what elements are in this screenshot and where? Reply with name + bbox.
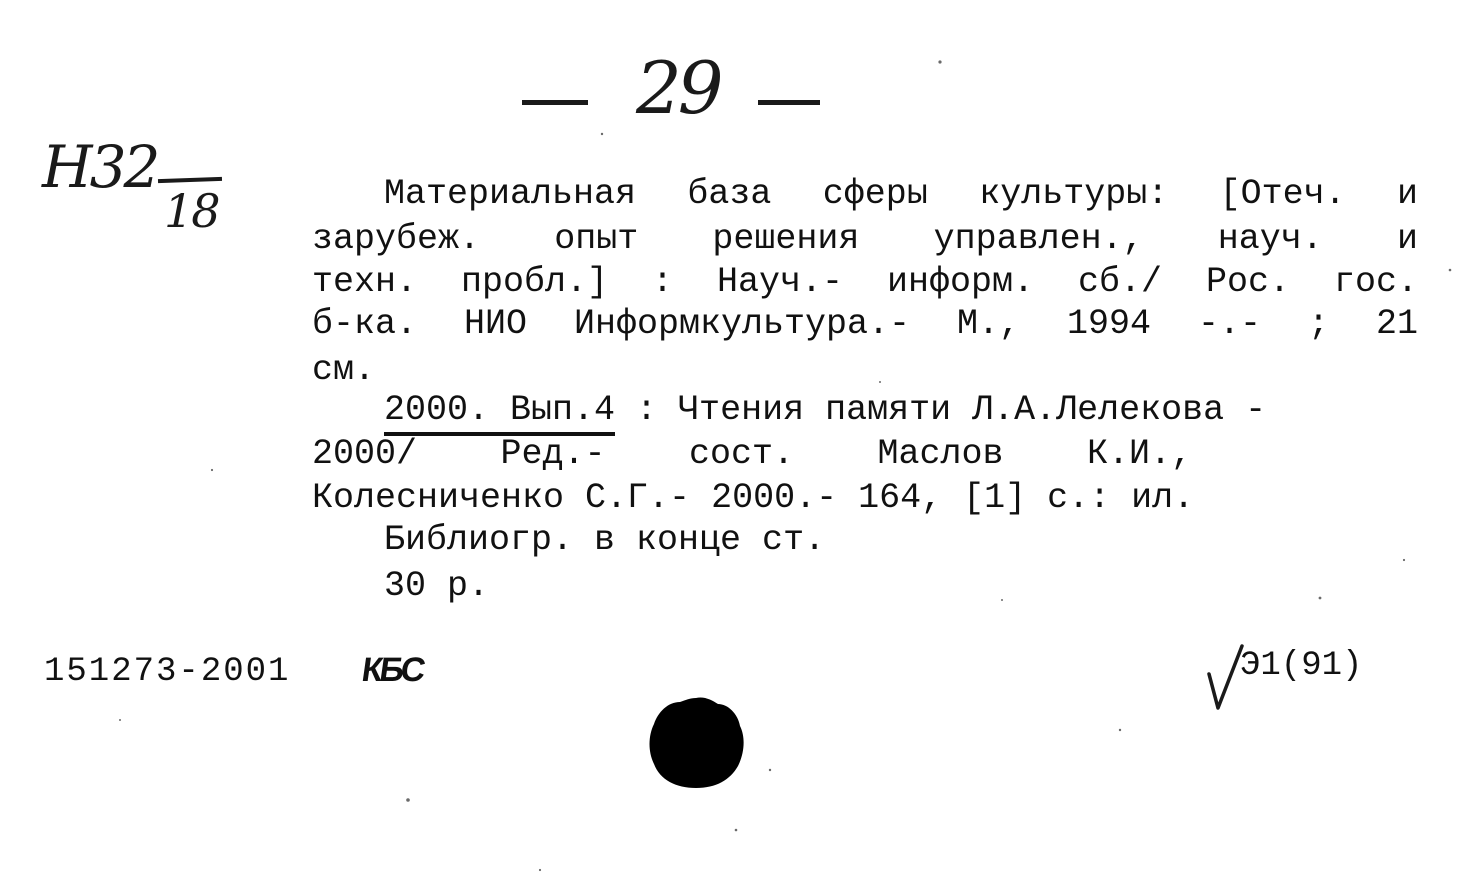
page-number: 29 [636,46,720,130]
shelfmark-sub: 18 [164,184,219,238]
description-line: техн. пробл.] : Науч.- информ. сб./ Рос. гос. [312,262,1418,302]
shelfmark-fraction-bar [158,177,222,183]
inventory-number: 151273-2001 [44,653,291,691]
issue-designation: 2000. Вып.4 [384,390,615,436]
issue-title: : Чтения памяти Л.А.Лелекова - [615,390,1267,430]
page-number-dash-right [758,100,820,105]
shelfmark-main: Н32 [42,133,158,201]
classification-code: Э1(91) [1240,647,1363,685]
library-stamp: КБС [359,651,425,689]
description-line: б-ка. НИО Информкультура.- М., 1994 -.- ; 21 [312,304,1418,344]
description-line: Материальная база сферы культуры: [Отеч. и [384,174,1418,214]
description-line: см. [312,350,376,390]
punch-hole [646,694,746,790]
page-number-dash-left [522,100,588,105]
issue-line [384,390,1266,430]
price-note: 30 р. [384,566,490,606]
issue-line: Колесниченко С.Г.- 2000.- 164, [1] с.: ил. [312,478,1195,518]
issue-line: 2000/ Ред.- сост. Маслов К.И., [312,434,1192,474]
description-line: зарубеж. опыт решения управлен., науч. и [312,219,1418,259]
bibliography-note: Библиогр. в конце ст. [384,520,826,560]
